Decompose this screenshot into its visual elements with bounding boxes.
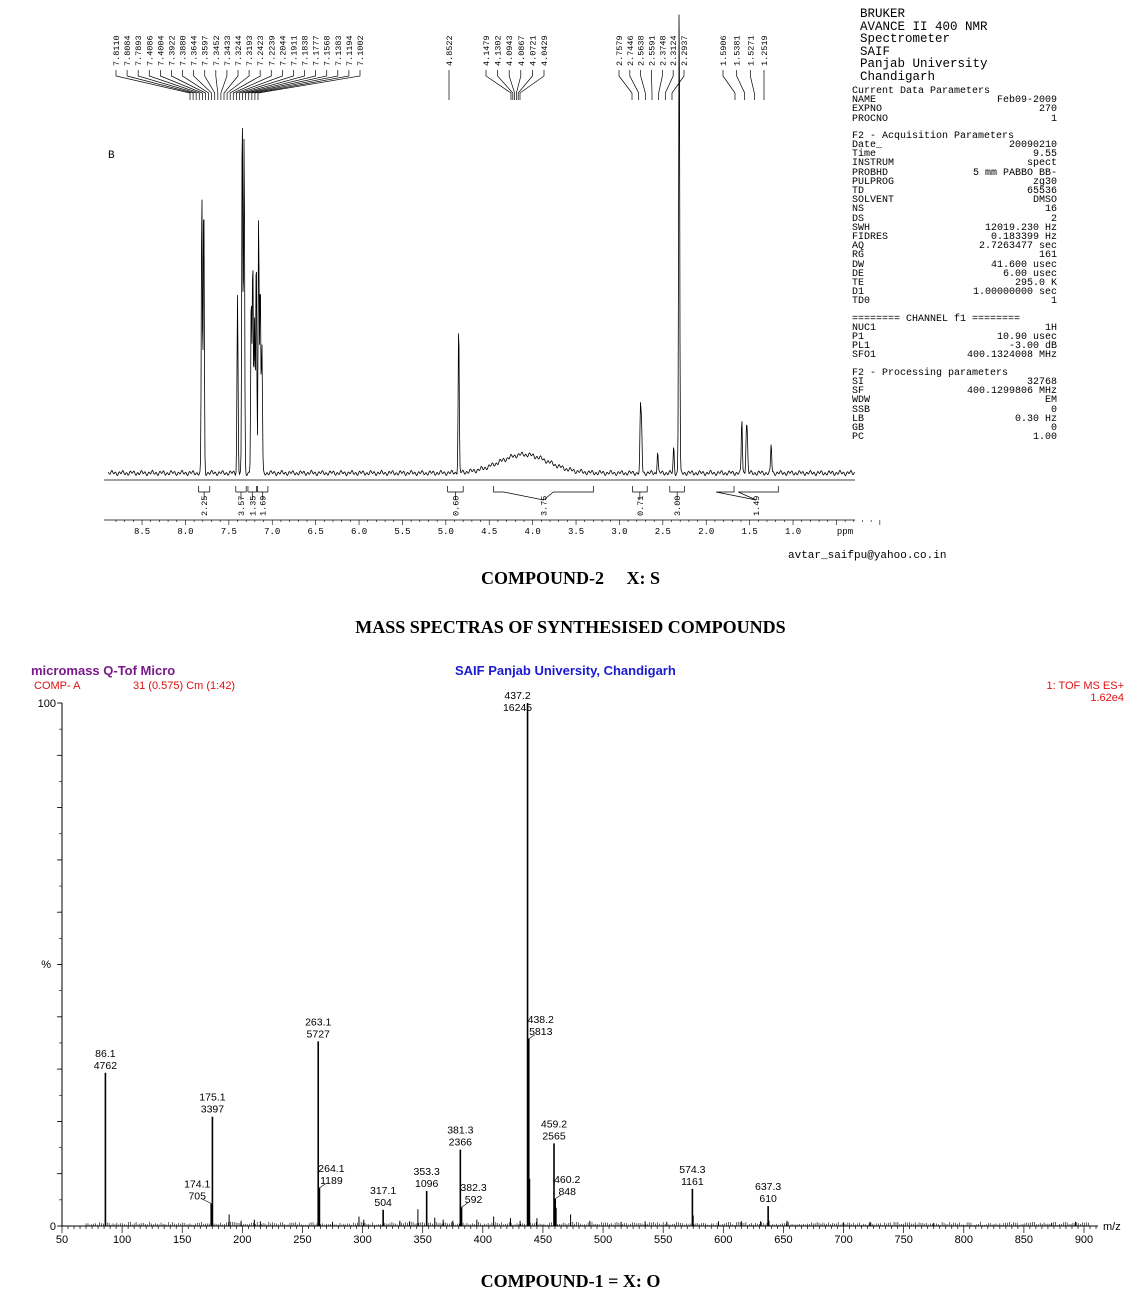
ms-peak-intensity-label: 705: [188, 1190, 206, 1203]
ms-peak-mz-label: 264.1: [318, 1162, 345, 1175]
nmr-peak-leader: [138, 70, 196, 100]
nmr-peak-labels: [112, 35, 770, 100]
instrument-header-line: AVANCE II 400 NMR: [860, 19, 988, 34]
parameter-key: SOLVENT: [852, 195, 895, 207]
ms-peak-mz-label: 637.3: [755, 1181, 782, 1194]
nmr-peak-leader: [205, 70, 215, 100]
nmr-integral-bracket: [670, 486, 685, 492]
nmr-peak-leader: [652, 70, 653, 100]
parameter-value: 2.7263477 sec: [978, 241, 1057, 253]
parameter-value: 10.90 usec: [996, 332, 1057, 344]
parameter-key: SI: [852, 376, 865, 388]
ms-peak-intensity-label: 3397: [200, 1103, 225, 1116]
parameter-value: 400.1324008 MHz: [966, 350, 1057, 362]
nmr-tick-label: 1.0: [784, 527, 802, 537]
ms-peak-mz-label: 174.1: [184, 1178, 211, 1191]
nmr-tick-label: 7.5: [220, 527, 237, 537]
nmr-peak-leader: [509, 70, 514, 100]
ms-peak-intensity-label: 1161: [681, 1175, 704, 1188]
instrument-header-line: BRUKER: [860, 7, 906, 21]
parameter-key: P1: [852, 332, 865, 344]
parameter-value: 1.00: [1032, 432, 1057, 444]
ms-peak-intensity-label: 1096: [414, 1177, 439, 1190]
parameter-key: SSB: [852, 404, 871, 416]
ms-y-tick-label: 100: [37, 698, 56, 710]
parameter-key: PULPROG: [852, 176, 895, 188]
nmr-peak-label: 4.0429: [540, 35, 550, 66]
nmr-tick-label: 1.5: [741, 527, 758, 537]
parameter-key: TD: [852, 186, 865, 198]
parameter-value: 1.00000000 sec: [972, 287, 1057, 299]
ms-peak-mz-label: 263.1: [305, 1016, 332, 1029]
nmr-tick-label: 8.0: [177, 527, 194, 537]
nmr-tick-label: 5.0: [437, 527, 454, 537]
nmr-integral-value: 3.57: [236, 495, 247, 516]
nmr-peak-label: 7.1911: [289, 35, 300, 66]
parameter-key: WDW: [852, 395, 871, 407]
nmr-tick-label: 6.0: [350, 527, 368, 537]
ms-x-tick-label: 100: [112, 1234, 132, 1246]
nmr-tick-label: 2.5: [654, 527, 671, 537]
nmr-x-axis: [104, 520, 880, 537]
ms-peak-intensity-label: 5727: [306, 1028, 330, 1041]
nmr-peak-label: 7.3597: [200, 35, 211, 66]
parameter-value: -3.00 dB: [1008, 341, 1057, 353]
nmr-peak-label: 2.5591: [647, 35, 658, 66]
parameter-value: 41.600 usec: [990, 259, 1057, 271]
nmr-peak-leader: [630, 70, 639, 100]
nmr-peak-leader: [236, 70, 282, 100]
parameter-value: 0: [1050, 404, 1057, 416]
nmr-peak-label: 2.7579: [615, 35, 625, 66]
parameter-row: [852, 96, 1057, 105]
parameter-value: 5 mm PABBO BB-: [972, 167, 1057, 179]
parameter-value: EM: [1044, 395, 1057, 407]
ms-peak-mz-label: 86.1: [95, 1047, 116, 1060]
ms-x-tick-label: 400: [473, 1234, 493, 1246]
nmr-peak-label: 7.2044: [278, 35, 289, 66]
nmr-peak-leader: [216, 70, 218, 100]
nmr-peak-label: 2.5638: [636, 35, 647, 66]
ms-x-tick-label: 850: [1014, 1234, 1034, 1246]
nmr-tick-label: 8.5: [133, 527, 151, 537]
ms-peak-mz-label: 438.2: [527, 1013, 554, 1026]
parameter-key: PROBHD: [852, 167, 889, 179]
parameter-key: RG: [852, 250, 865, 262]
parameter-value: 400.1299806 MHz: [966, 386, 1057, 398]
ms-peak-mz-label: 353.3: [413, 1165, 440, 1178]
nmr-peak-label: 7.1383: [333, 35, 344, 66]
nmr-peak-label: 7.4086: [145, 35, 156, 66]
parameter-value: 0: [1050, 422, 1057, 434]
parameter-key: NUC1: [852, 322, 877, 334]
ms-peak-mz-label: 460.2: [554, 1173, 581, 1186]
nmr-peak-leader: [498, 70, 513, 100]
nmr-integral-bracket: [236, 486, 246, 492]
ms-x-tick-label: 900: [1074, 1234, 1094, 1246]
nmr-peak-leader: [486, 70, 511, 100]
nmr-integral-value: 1.35: [248, 495, 259, 516]
nmr-integral-value: 0.71: [635, 495, 646, 516]
parameter-value: 16: [1044, 204, 1057, 216]
ms-peak-mz-label: 574.3: [679, 1163, 706, 1176]
ms-peak-mz-label: 381.3: [447, 1124, 474, 1137]
parameter-key: TD0: [852, 296, 871, 308]
parameter-row: [852, 433, 1057, 442]
parameter-value: 9.55: [1032, 149, 1057, 161]
parameter-section: [852, 369, 1057, 443]
nmr-peak-leader: [672, 70, 684, 100]
ms-peak-intensity-label: 504: [374, 1196, 392, 1209]
nmr-integral-value: 1.49: [752, 495, 763, 516]
parameter-value: 20090210: [1008, 140, 1057, 152]
ms-scan-info: 31 (0.575) Cm (1:42): [133, 680, 236, 692]
parameter-key: NS: [852, 204, 865, 216]
nmr-peak-label: 7.2239: [267, 35, 278, 66]
nmr-tick-label: 4.5: [481, 527, 498, 537]
nmr-panel-label: B: [108, 150, 115, 162]
ms-peak-intensity-label: 5813: [529, 1025, 553, 1038]
ms-mode: 1: TOF MS ES+: [1046, 680, 1124, 692]
parameter-value: 295.0 K: [1014, 278, 1057, 290]
ms-y-axis-label: %: [41, 959, 51, 971]
nmr-peak-leader: [149, 70, 199, 100]
nmr-peak-label: 4.8522: [445, 35, 455, 66]
nmr-tick-label: ppm: [836, 527, 854, 537]
nmr-peak-leader: [230, 70, 260, 100]
parameter-key: PL1: [852, 341, 871, 353]
nmr-peak-label: 7.7893: [134, 35, 145, 66]
parameter-key: AQ: [852, 241, 865, 253]
nmr-integral-bracket: [448, 486, 464, 492]
ms-minor-peaks: [86, 1179, 1088, 1226]
ms-y-tick-label: 0: [49, 1221, 56, 1233]
nmr-peak-label: 1.5906: [719, 35, 729, 66]
parameter-row: [852, 196, 1057, 205]
ms-labeled-peaks: [94, 690, 782, 1226]
ms-spectrum: [31, 663, 1124, 1246]
nmr-integral-value: 0.60: [451, 495, 462, 516]
parameter-value: Feb09-2009: [996, 95, 1057, 107]
nmr-peak-leader: [750, 70, 754, 100]
nmr-peak-label: 7.1194: [344, 35, 355, 66]
ms-x-tick-label: 750: [894, 1234, 913, 1246]
nmr-peak-label: 7.3433: [222, 35, 233, 66]
nmr-tick-label: 6.5: [307, 527, 324, 537]
nmr-peak-label: 2.2937: [680, 35, 690, 66]
nmr-peak-leader: [641, 70, 646, 100]
parameter-section-title: F2 - Acquisition Parameters: [852, 130, 1015, 142]
parameter-key: DW: [852, 259, 865, 271]
parameter-row: [852, 396, 1057, 405]
ms-peak-intensity-label: 2366: [448, 1136, 473, 1149]
instrument-header-line: Chandigarh: [860, 69, 936, 84]
nmr-peak-label: 7.3922: [167, 35, 178, 66]
nmr-integral-value: 3.75: [539, 495, 550, 516]
ms-peak-intensity-label: 848: [558, 1185, 576, 1198]
parameter-key: Time: [852, 149, 877, 161]
nmr-integral-bracket: [716, 486, 778, 500]
nmr-integral-value: 1.69: [258, 495, 269, 516]
nmr-peak-label: 7.1838: [300, 35, 311, 66]
nmr-peak-label: 1.2519: [760, 35, 770, 66]
nmr-email: avtar_saifpu@yahoo.co.in: [788, 550, 947, 562]
ms-x-tick-label: 500: [593, 1234, 613, 1246]
parameter-row: [852, 351, 1057, 360]
nmr-parameter-panel: [852, 8, 1057, 442]
acquisition-parameters: [852, 87, 1057, 442]
parameter-value: 161: [1038, 250, 1057, 262]
parameter-row: [852, 424, 1057, 433]
nmr-peak-label: 7.2423: [256, 35, 267, 66]
parameter-value: 270: [1038, 104, 1057, 116]
nmr-trace: [108, 15, 855, 476]
ms-x-tick-label: 600: [714, 1234, 733, 1246]
nmr-peak-leader: [255, 70, 349, 100]
nmr-peak-label: 2.3124: [669, 35, 680, 66]
nmr-peak-leader: [737, 70, 745, 100]
nmr-peak-label: 4.0721: [528, 35, 539, 66]
parameter-value: 32768: [1026, 376, 1057, 388]
nmr-peak-label: 7.8110: [112, 35, 122, 66]
nmr-peak-label: 7.8084: [123, 35, 134, 66]
nmr-integral-value: 2.25: [200, 495, 211, 516]
nmr-peak-label: 1.5271: [746, 35, 757, 66]
ms-peak-mz-label: 317.1: [370, 1184, 397, 1197]
ms-peak-intensity-label: 2565: [542, 1130, 566, 1143]
ms-x-tick-label: 450: [533, 1234, 553, 1246]
parameter-value: 1: [1050, 113, 1057, 125]
nmr-integral-value: 3.00: [673, 495, 684, 516]
ms-instrument: micromass Q-Tof Micro: [31, 663, 176, 678]
ms-peak-mz-label: 459.2: [540, 1118, 568, 1131]
nmr-peak-label: 7.3452: [211, 35, 222, 66]
parameter-section-title: Current Data Parameters: [852, 86, 991, 97]
parameter-key: GB: [852, 422, 865, 434]
parameter-value: 0.183399 Hz: [990, 232, 1057, 244]
ms-x-tick-label: 250: [293, 1234, 312, 1246]
nmr-spectrum: [104, 15, 883, 537]
nmr-integral-bracket: [198, 486, 209, 492]
parameter-row: [852, 288, 1057, 297]
parameter-key: SF: [852, 386, 865, 398]
nmr-peak-label: 7.3880: [178, 35, 189, 66]
parameter-key: PROCNO: [852, 113, 889, 125]
nmr-peak-leader: [659, 70, 663, 100]
nmr-tick-label: 3.0: [611, 527, 628, 537]
nmr-peak-label: 1.5381: [732, 35, 743, 66]
parameter-value: 12019.230 Hz: [984, 222, 1057, 234]
ms-compound-caption: COMPOUND-1 = X: O: [480, 1271, 661, 1291]
parameter-key: EXPNO: [852, 104, 883, 116]
ms-x-tick-label: 50: [55, 1234, 69, 1246]
nmr-tick-label: 3.5: [567, 527, 585, 537]
parameter-value: spect: [1026, 158, 1057, 170]
ms-peak-intensity-label: 610: [759, 1193, 777, 1206]
parameter-section-title: F2 - Processing parameters: [852, 367, 1009, 379]
parameter-key: NAME: [852, 95, 877, 107]
nmr-peak-label: 4.0867: [516, 35, 527, 66]
ms-peak-intensity-label: 592: [464, 1194, 483, 1207]
nmr-peak-label: 4.1479: [482, 35, 492, 66]
ms-peak-intensity-label: 16245: [502, 702, 533, 714]
ms-facility: SAIF Panjab University, Chandigarh: [455, 663, 676, 678]
nmr-tick-label: 5.5: [394, 527, 411, 537]
ms-peak-mz-label: 175.1: [199, 1091, 226, 1104]
ms-axes: [38, 698, 1121, 1246]
nmr-peak-leader: [723, 70, 735, 100]
ms-peak-intensity-label: 1189: [320, 1174, 343, 1187]
section-title: MASS SPECTRAS OF SYNTHESISED COMPOUNDS: [355, 617, 786, 637]
parameter-key: TE: [852, 278, 865, 290]
parameter-value: 0.30 Hz: [1014, 413, 1057, 425]
parameter-section: [852, 87, 1057, 124]
nmr-peak-leader: [258, 70, 360, 100]
parameter-row: [852, 141, 1057, 150]
ms-x-tick-label: 650: [774, 1234, 793, 1246]
instrument-header: [852, 8, 1057, 83]
parameter-row: [852, 242, 1057, 251]
nmr-peak-leader: [520, 70, 544, 100]
ms-x-tick-label: 150: [173, 1234, 192, 1246]
nmr-peak-label: 2.7446: [625, 35, 636, 66]
parameter-key: PC: [852, 432, 865, 444]
nmr-peak-leader: [224, 70, 238, 100]
parameter-value: 1H: [1044, 322, 1057, 334]
parameter-value: 1: [1050, 296, 1057, 308]
parameter-row: [852, 297, 1057, 306]
ms-peak-mz-label: 382.3: [460, 1182, 487, 1195]
ms-peak-intensity-label: 4762: [93, 1059, 118, 1072]
instrument-header-line: Panjab University: [860, 57, 988, 71]
parameter-value: DMSO: [1032, 195, 1057, 207]
ms-x-tick-label: 200: [233, 1234, 252, 1246]
nmr-integrations: [104, 480, 855, 516]
parameter-value: 2: [1050, 213, 1057, 225]
nmr-compound-caption: COMPOUND-2 X: S: [481, 568, 660, 588]
parameter-key: D1: [852, 287, 865, 299]
nmr-tick-label: 4.0: [524, 527, 541, 537]
nmr-integral-bracket: [248, 486, 257, 492]
nmr-peak-label: 4.1302: [493, 35, 504, 66]
ms-x-axis-label: m/z: [1103, 1221, 1121, 1233]
parameter-row: [852, 387, 1057, 396]
parameter-key: SWH: [852, 222, 871, 234]
nmr-integral-bracket: [257, 486, 267, 492]
parameter-key: SFO1: [852, 350, 877, 362]
parameter-row: [852, 415, 1057, 424]
nmr-peak-label: 7.1568: [322, 35, 333, 66]
nmr-peak-label: 7.3244: [234, 35, 244, 66]
nmr-peak-label: 7.3644: [189, 35, 200, 66]
parameter-row: [852, 115, 1057, 124]
parameter-section-title: ======== CHANNEL f1 ========: [852, 313, 1021, 325]
parameter-section: [852, 132, 1057, 307]
parameter-row: [852, 205, 1057, 214]
ms-x-tick-label: 700: [834, 1234, 853, 1246]
nmr-tick-label: 2.0: [698, 527, 715, 537]
nmr-peak-label: 7.3193: [245, 35, 256, 66]
ms-sample: COMP- A: [34, 680, 81, 692]
parameter-key: Date_: [852, 140, 883, 152]
ms-peak-mz-label: 437.2: [504, 690, 531, 702]
ms-x-tick-label: 800: [954, 1234, 973, 1246]
parameter-key: DE: [852, 268, 865, 280]
instrument-header-line: SAIF: [860, 44, 891, 59]
parameter-key: FIDRES: [852, 232, 889, 244]
parameter-value: 65536: [1026, 186, 1057, 198]
ms-intensity-scale: 1.62e4: [1090, 692, 1124, 704]
parameter-key: LB: [852, 413, 865, 425]
parameter-value: 6.00 usec: [1002, 268, 1057, 280]
parameter-key: DS: [852, 213, 865, 225]
instrument-header-line: Spectrometer: [860, 32, 951, 46]
ms-x-tick-label: 550: [653, 1234, 673, 1246]
ms-x-tick-label: 300: [353, 1234, 372, 1246]
nmr-integral-bracket: [632, 486, 647, 492]
parameter-key: INSTRUM: [852, 158, 895, 170]
nmr-peak-label: 7.4004: [156, 35, 167, 66]
nmr-tick-label: 7.0: [264, 527, 281, 537]
nmr-peak-label: 4.0943: [505, 35, 516, 66]
parameter-value: zg30: [1032, 176, 1057, 188]
nmr-peak-label: 7.1777: [311, 35, 322, 66]
parameter-section: [852, 315, 1057, 361]
ms-x-tick-label: 350: [413, 1234, 432, 1246]
nmr-peak-label: 2.3748: [658, 35, 669, 66]
nmr-peak-label: 7.1002: [356, 35, 366, 66]
